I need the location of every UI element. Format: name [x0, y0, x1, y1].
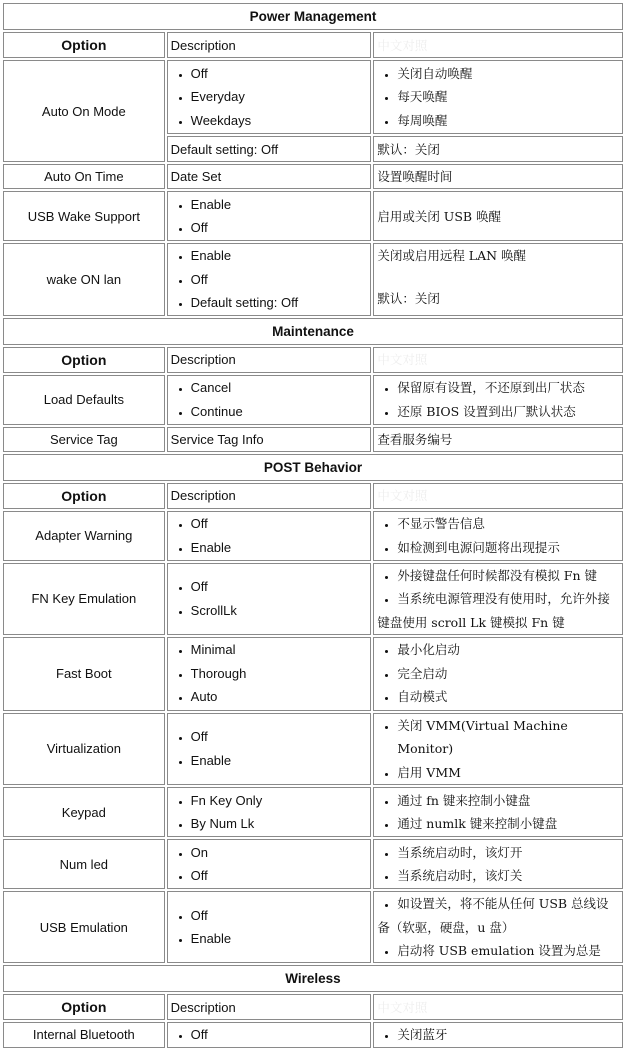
list-item: • 通过 fn 键来控制小键盘	[397, 789, 619, 813]
cn-load-defaults	[373, 375, 623, 425]
list-item: • Thorough	[191, 662, 368, 686]
cn-virtualization	[373, 713, 623, 786]
section-title-post: POST Behavior	[3, 454, 623, 481]
section-row-maintenance	[3, 318, 623, 345]
list-item: • 每天唤醒	[397, 85, 619, 109]
desc-fn-key	[167, 563, 372, 635]
header-row-post	[3, 483, 623, 509]
list-item: • Enable	[191, 536, 368, 560]
option-adapter-warning: Adapter Warning	[3, 511, 165, 561]
list-item: • 还原 BIOS 设置到出厂默认状态	[397, 400, 619, 424]
list-item: • Cancel	[191, 376, 368, 400]
section-title-maintenance: Maintenance	[3, 318, 623, 345]
option-num-led: Num led	[3, 839, 165, 889]
cn-usb-wake: 启用或关闭 USB 唤醒	[373, 191, 623, 241]
list-item: • Everyday	[191, 85, 368, 109]
cn-num-led	[373, 839, 623, 889]
list-item: • Minimal	[191, 638, 368, 662]
desc-usb-emulation	[167, 891, 372, 963]
table-row-load-defaults	[3, 375, 623, 425]
list-item: • 关闭自动唤醒	[397, 62, 619, 86]
header-chinese: 中文对照	[373, 347, 623, 373]
list-item: • 每周唤醒	[397, 109, 619, 133]
cn-line: 备（软驱，硬盘，u 盘）	[377, 919, 515, 935]
header-option: Option	[3, 483, 165, 509]
option-fast-boot: Fast Boot	[3, 637, 165, 711]
desc-usb-wake	[167, 191, 372, 241]
header-chinese: 中文对照	[373, 483, 623, 509]
list-item: • 最小化启动	[397, 638, 619, 662]
desc-load-defaults	[167, 375, 372, 425]
list-item: • ScrollLk	[191, 599, 368, 623]
option-service-tag: Service Tag	[3, 427, 165, 452]
desc-internal-bt	[167, 1022, 372, 1048]
list-item: • Off	[191, 62, 368, 86]
list-item: • Off	[191, 725, 368, 749]
desc-service-tag: Service Tag Info	[167, 427, 372, 452]
table-row-num-led	[3, 839, 623, 889]
header-chinese: 中文对照	[373, 32, 623, 58]
list-item: • By Num Lk	[191, 812, 368, 836]
table-row-virtualization	[3, 713, 623, 786]
header-option: Option	[3, 347, 165, 373]
list-item: • Enable	[191, 244, 368, 268]
cn-auto-on-mode	[373, 60, 623, 134]
cn-line: 默认：关闭	[377, 291, 440, 306]
list-item: • Auto	[191, 685, 368, 709]
cn-internal-bt	[373, 1022, 623, 1048]
table-row-usb-wake	[3, 191, 623, 241]
list-item: • 当系统启动时，该灯开	[397, 841, 619, 865]
table-row-usb-emulation	[3, 891, 623, 963]
option-wake-lan: wake ON lan	[3, 243, 165, 316]
list-item: • Off	[191, 1023, 368, 1047]
list-item: • Off	[191, 268, 368, 292]
section-row-wireless	[3, 965, 623, 992]
table-row-adapter-warning	[3, 511, 623, 561]
cn-line: 键盘使用 scroll Lk 键模拟 Fn 键	[377, 614, 565, 630]
list-item: • 外接键盘任何时候都没有模拟 Fn 键	[397, 564, 619, 588]
list-item: • Default setting: Off	[191, 291, 368, 315]
header-row-wireless	[3, 994, 623, 1020]
list-item: • 如检测到电源问题将出现提示	[397, 536, 619, 560]
desc-wake-lan	[167, 243, 372, 316]
list-item: • Enable	[191, 193, 368, 217]
section-title-power: Power Management	[3, 3, 623, 30]
list-item: • Fn Key Only	[191, 789, 368, 813]
cn-wake-lan	[373, 243, 623, 316]
list-item: • Off	[191, 512, 368, 536]
cn-fast-boot	[373, 637, 623, 711]
header-option: Option	[3, 32, 165, 58]
list-item: • Enable	[191, 927, 368, 951]
desc-default-setting: Default setting: Off	[167, 136, 372, 162]
list-item: • 不显示警告信息	[397, 512, 619, 536]
cn-auto-on-time: 设置唤醒时间	[373, 164, 623, 189]
desc-num-led	[167, 839, 372, 889]
list-item: • 如设置关，将不能从任何 USB 总线设	[397, 892, 619, 916]
bios-settings-table	[1, 1, 625, 1050]
list-item: • On	[191, 841, 368, 865]
table-row-wake-lan	[3, 243, 623, 316]
cn-usb-emulation	[373, 891, 623, 963]
option-virtualization: Virtualization	[3, 713, 165, 786]
list-item: • Off	[191, 216, 368, 240]
header-description: Description	[167, 32, 372, 58]
section-row-power	[3, 3, 623, 30]
header-description: Description	[167, 483, 372, 509]
desc-virtualization	[167, 713, 372, 786]
option-usb-emulation: USB Emulation	[3, 891, 165, 963]
section-title-wireless: Wireless	[3, 965, 623, 992]
list-item: • Off	[191, 575, 368, 599]
table-row-fast-boot	[3, 637, 623, 711]
option-auto-on-time: Auto On Time	[3, 164, 165, 189]
option-load-defaults: Load Defaults	[3, 375, 165, 425]
table-row-auto-on-time	[3, 164, 623, 189]
cn-keypad	[373, 787, 623, 837]
table-row-service-tag	[3, 427, 623, 452]
list-item: • 完全启动	[397, 662, 619, 686]
list-item: • Weekdays	[191, 109, 368, 133]
cn-fn-key	[373, 563, 623, 635]
header-option: Option	[3, 994, 165, 1020]
header-chinese: 中文对照	[373, 994, 623, 1020]
list-item: • 当系统启动时，该灯关	[397, 864, 619, 888]
cn-line: 关闭或启用远程 LAN 唤醒	[377, 248, 527, 263]
list-item: • 关闭 VMM(Virtual Machine Monitor)	[397, 714, 619, 761]
header-row-power	[3, 32, 623, 58]
desc-keypad	[167, 787, 372, 837]
cn-service-tag: 查看服务编号	[373, 427, 623, 452]
list-item: • 保留原有设置，不还原到出厂状态	[397, 376, 619, 400]
header-description: Description	[167, 994, 372, 1020]
list-item: • 当系统电源管理没有使用时，允许外接	[397, 587, 619, 611]
option-keypad: Keypad	[3, 787, 165, 837]
list-item: • Continue	[191, 400, 368, 424]
table-row-keypad	[3, 787, 623, 837]
list-item: • 关闭蓝牙	[397, 1023, 619, 1047]
desc-auto-on-mode	[167, 60, 372, 134]
cn-default-setting: 默认：关闭	[373, 136, 623, 162]
list-item: • 自动模式	[397, 685, 619, 709]
option-usb-wake: USB Wake Support	[3, 191, 165, 241]
list-item: • Off	[191, 904, 368, 928]
cn-adapter-warning	[373, 511, 623, 561]
list-item: • 启动将 USB emulation 设置为总是	[397, 939, 619, 963]
option-auto-on-mode: Auto On Mode	[3, 60, 165, 162]
table-row-auto-on-mode	[3, 60, 623, 134]
option-fn-key: FN Key Emulation	[3, 563, 165, 635]
table-row-fn-key	[3, 563, 623, 635]
table-row-internal-bt	[3, 1022, 623, 1048]
header-description: Description	[167, 347, 372, 373]
list-item: • 通过 numlk 键来控制小键盘	[397, 812, 619, 836]
list-item: • Enable	[191, 749, 368, 773]
section-row-post	[3, 454, 623, 481]
option-internal-bt: Internal Bluetooth	[3, 1022, 165, 1048]
list-item: • 启用 VMM	[397, 761, 619, 785]
desc-adapter-warning	[167, 511, 372, 561]
desc-auto-on-time: Date Set	[167, 164, 372, 189]
desc-fast-boot	[167, 637, 372, 711]
header-row-maintenance	[3, 347, 623, 373]
list-item: • Off	[191, 864, 368, 888]
